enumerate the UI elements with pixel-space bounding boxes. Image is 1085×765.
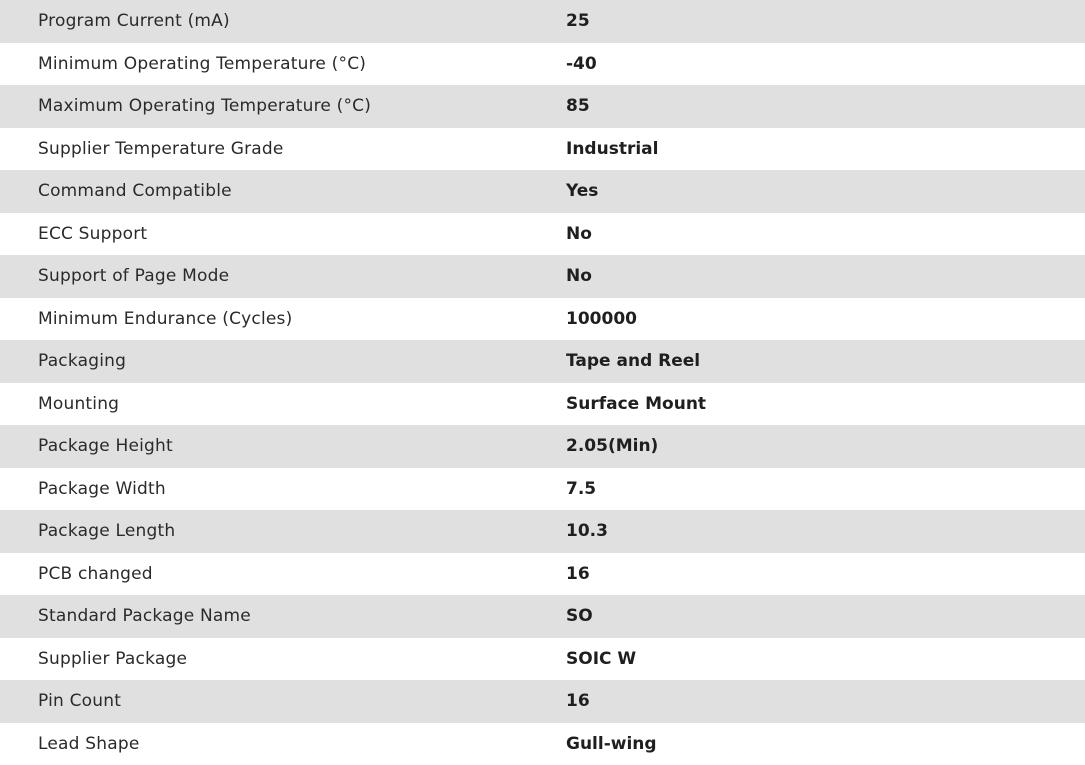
spec-label: Supplier Temperature Grade — [0, 128, 528, 171]
spec-row-pcb-changed — [0, 553, 1085, 596]
spec-value: 25 — [528, 0, 1085, 43]
spec-row-min-operating-temperature — [0, 43, 1085, 86]
spec-row-supplier-package — [0, 638, 1085, 681]
spec-label: PCB changed — [0, 553, 528, 596]
spec-value: 16 — [528, 680, 1085, 723]
spec-row-max-operating-temperature — [0, 85, 1085, 128]
spec-value: 10.3 — [528, 510, 1085, 553]
spec-label: Package Height — [0, 425, 528, 468]
spec-value: No — [528, 213, 1085, 256]
spec-value: 85 — [528, 85, 1085, 128]
spec-label: Minimum Endurance (Cycles) — [0, 298, 528, 341]
spec-label: Program Current (mA) — [0, 0, 528, 43]
spec-label: Packaging — [0, 340, 528, 383]
spec-value: Yes — [528, 170, 1085, 213]
spec-label: Command Compatible — [0, 170, 528, 213]
spec-value: No — [528, 255, 1085, 298]
spec-label: ECC Support — [0, 213, 528, 256]
spec-value: Gull-wing — [528, 723, 1085, 765]
spec-row-ecc-support — [0, 213, 1085, 256]
spec-value: 7.5 — [528, 468, 1085, 511]
spec-row-mounting — [0, 383, 1085, 426]
spec-label: Supplier Package — [0, 638, 528, 681]
spec-value: -40 — [528, 43, 1085, 86]
spec-row-command-compatible — [0, 170, 1085, 213]
spec-label: Package Width — [0, 468, 528, 511]
spec-value: Tape and Reel — [528, 340, 1085, 383]
spec-label: Pin Count — [0, 680, 528, 723]
spec-row-supplier-temperature-grade — [0, 128, 1085, 171]
spec-value: 16 — [528, 553, 1085, 596]
spec-label: Support of Page Mode — [0, 255, 528, 298]
spec-row-pin-count — [0, 680, 1085, 723]
spec-row-package-width — [0, 468, 1085, 511]
spec-row-package-length — [0, 510, 1085, 553]
spec-label: Standard Package Name — [0, 595, 528, 638]
spec-row-packaging — [0, 340, 1085, 383]
spec-row-page-mode-support — [0, 255, 1085, 298]
spec-label: Mounting — [0, 383, 528, 426]
spec-row-min-endurance — [0, 298, 1085, 341]
spec-value: Industrial — [528, 128, 1085, 171]
spec-value: SO — [528, 595, 1085, 638]
spec-label: Lead Shape — [0, 723, 528, 765]
spec-row-lead-shape — [0, 723, 1085, 765]
spec-value: SOIC W — [528, 638, 1085, 681]
spec-row-program-current — [0, 0, 1085, 43]
spec-label: Package Length — [0, 510, 528, 553]
spec-label: Minimum Operating Temperature (°C) — [0, 43, 528, 86]
spec-row-package-height — [0, 425, 1085, 468]
spec-value: Surface Mount — [528, 383, 1085, 426]
spec-value: 2.05(Min) — [528, 425, 1085, 468]
spec-label: Maximum Operating Temperature (°C) — [0, 85, 528, 128]
spec-row-standard-package-name — [0, 595, 1085, 638]
spec-value: 100000 — [528, 298, 1085, 341]
